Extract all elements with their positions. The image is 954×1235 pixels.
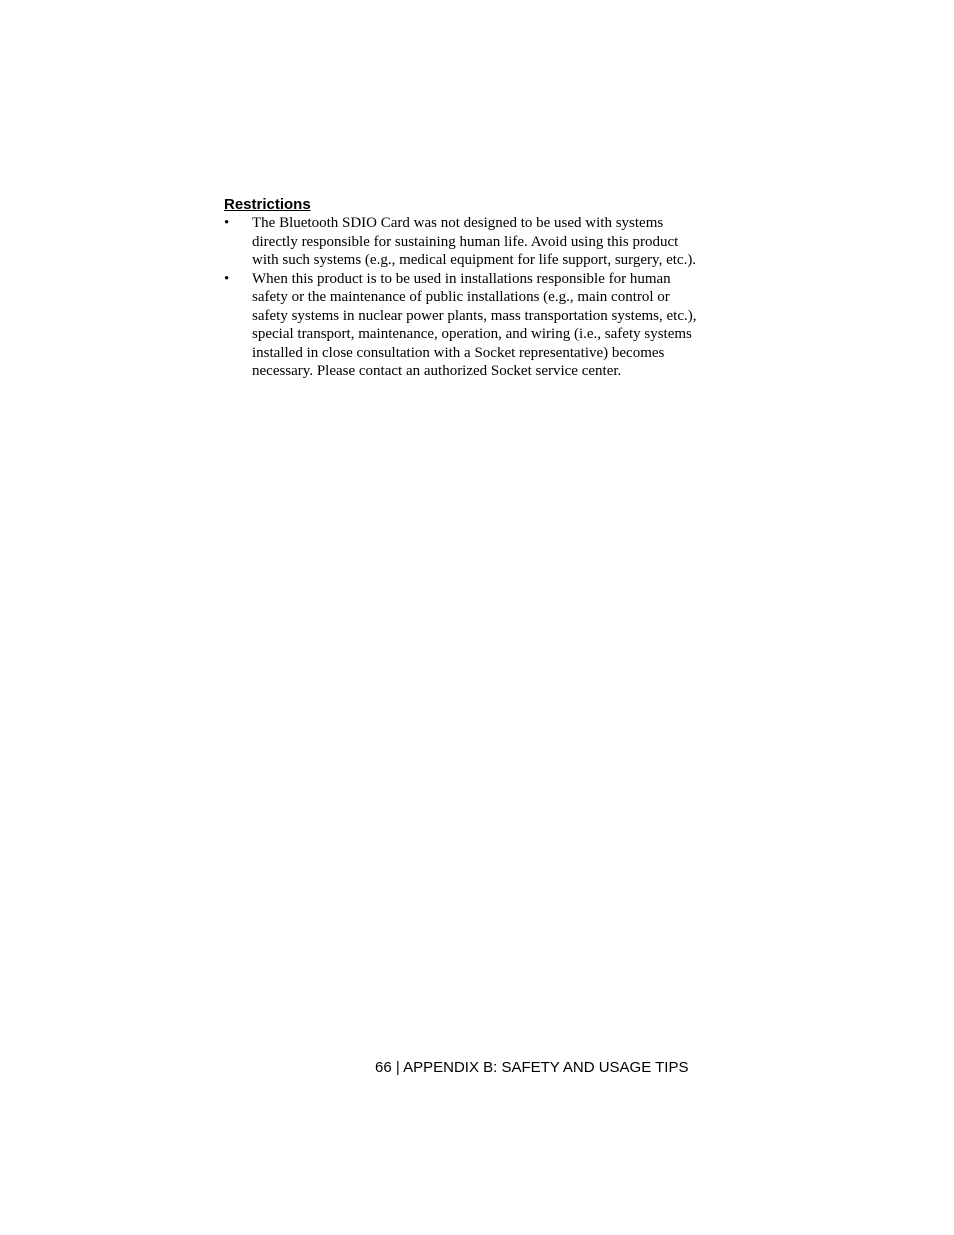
- bullet-icon: •: [224, 270, 230, 287]
- list-item-text: When this product is to be used in installations responsible for human safety or the maintenance of public installations (e.g., main control or safety systems in nuclear power plants, mass transportation systems, etc.), special transport, maintenance, operation, and wiring (i.e., safety systems installed in close consultation with a Socket representative) becomes necessary. Please contact an authorized Socket service center.: [252, 270, 697, 379]
- bullet-icon: •: [224, 215, 230, 231]
- section-heading: Restrictions: [224, 196, 311, 213]
- list-item: [224, 214, 704, 270]
- list-item: [224, 270, 704, 381]
- restrictions-section: [224, 196, 704, 381]
- page-footer: 66 | APPENDIX B: SAFETY AND USAGE TIPS: [375, 1059, 689, 1076]
- list-item-text: The Bluetooth SDIO Card was not designed to be used with systems directly responsible for sustaining human life. Avoid using this product with such systems (e.g., medical equipment for life support, surgery, etc.).: [252, 215, 697, 268]
- restrictions-list: [224, 214, 704, 381]
